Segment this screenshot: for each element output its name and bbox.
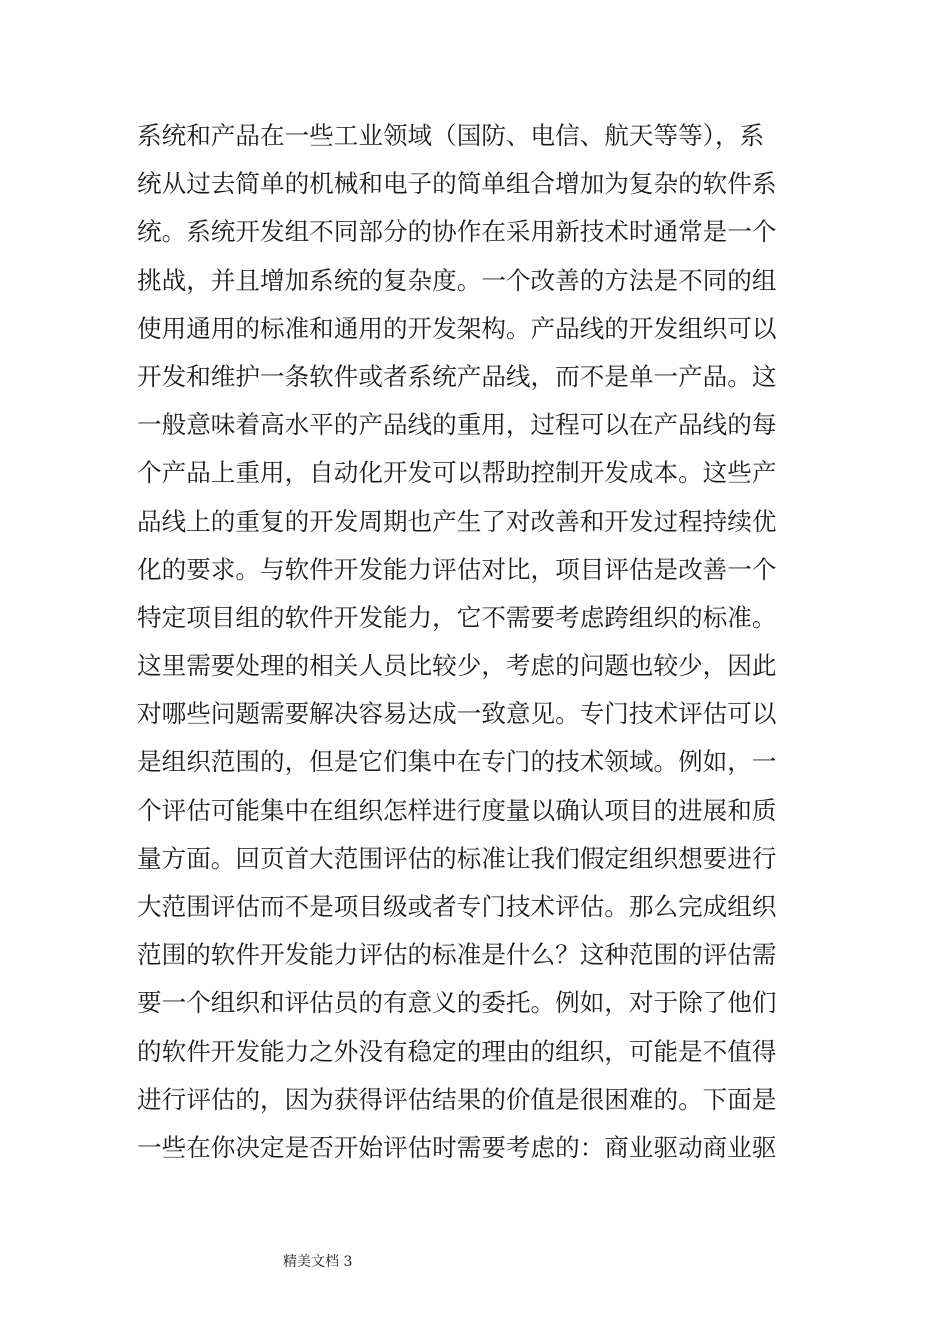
text-line: 的软件开发能力之外没有稳定的理由的组织，可能是不值得 xyxy=(137,1036,777,1066)
text-line: 个产品上重用，自动化开发可以帮助控制开发成本。这些产 xyxy=(137,458,777,488)
text-line: 一般意味着高水平的产品线的重用，过程可以在产品线的每 xyxy=(137,410,777,440)
body-paragraph xyxy=(137,112,827,1172)
text-line: 这里需要处理的相关人员比较少，考虑的问题也较少，因此 xyxy=(137,651,777,681)
text-line: 化的要求。与软件开发能力评估对比，项目评估是改善一个 xyxy=(137,554,777,584)
text-line: 量方面。回页首大范围评估的标准让我们假定组织想要进行 xyxy=(137,843,777,873)
text-line: 系统和产品在一些工业领域（国防、电信、航天等等），系 xyxy=(137,121,765,150)
text-line: 品线上的重复的开发周期也产生了对改善和开发过程持续优 xyxy=(137,506,777,536)
text-line: 使用通用的标准和通用的开发架构。产品线的开发组织可以 xyxy=(137,313,777,343)
text-line: 开发和维护一条软件或者系统产品线，而不是单一产品。这 xyxy=(137,361,777,391)
text-line: 个评估可能集中在组织怎样进行度量以确认项目的进展和质 xyxy=(137,795,777,825)
text-line: 要一个组织和评估员的有意义的委托。例如，对于除了他们 xyxy=(137,988,777,1018)
text-line: 特定项目组的软件开发能力，它不需要考虑跨组织的标准。 xyxy=(137,602,777,632)
text-line: 统。系统开发组不同部分的协作在采用新技术时通常是一个 xyxy=(137,217,777,247)
text-line: 对哪些问题需要解决容易达成一致意见。专门技术评估可以 xyxy=(137,699,777,729)
text-line: 范围的软件开发能力评估的标准是什么？这种范围的评估需 xyxy=(137,940,777,970)
text-line: 大范围评估而不是项目级或者专门技术评估。那么完成组织 xyxy=(137,892,777,921)
text-line: 一些在你决定是否开始评估时需要考虑的：商业驱动商业驱 xyxy=(137,1132,777,1162)
page-footer-label: 精美文档 3 xyxy=(283,1254,353,1270)
text-line: 统从过去简单的机械和电子的简单组合增加为复杂的软件系 xyxy=(137,169,777,199)
text-line: 进行评估的，因为获得评估结果的价值是很困难的。下面是 xyxy=(137,1084,777,1114)
text-line: 挑战，并且增加系统的复杂度。一个改善的方法是不同的组 xyxy=(137,265,777,295)
text-line: 是组织范围的，但是它们集中在专门的技术领域。例如，一 xyxy=(137,747,777,777)
